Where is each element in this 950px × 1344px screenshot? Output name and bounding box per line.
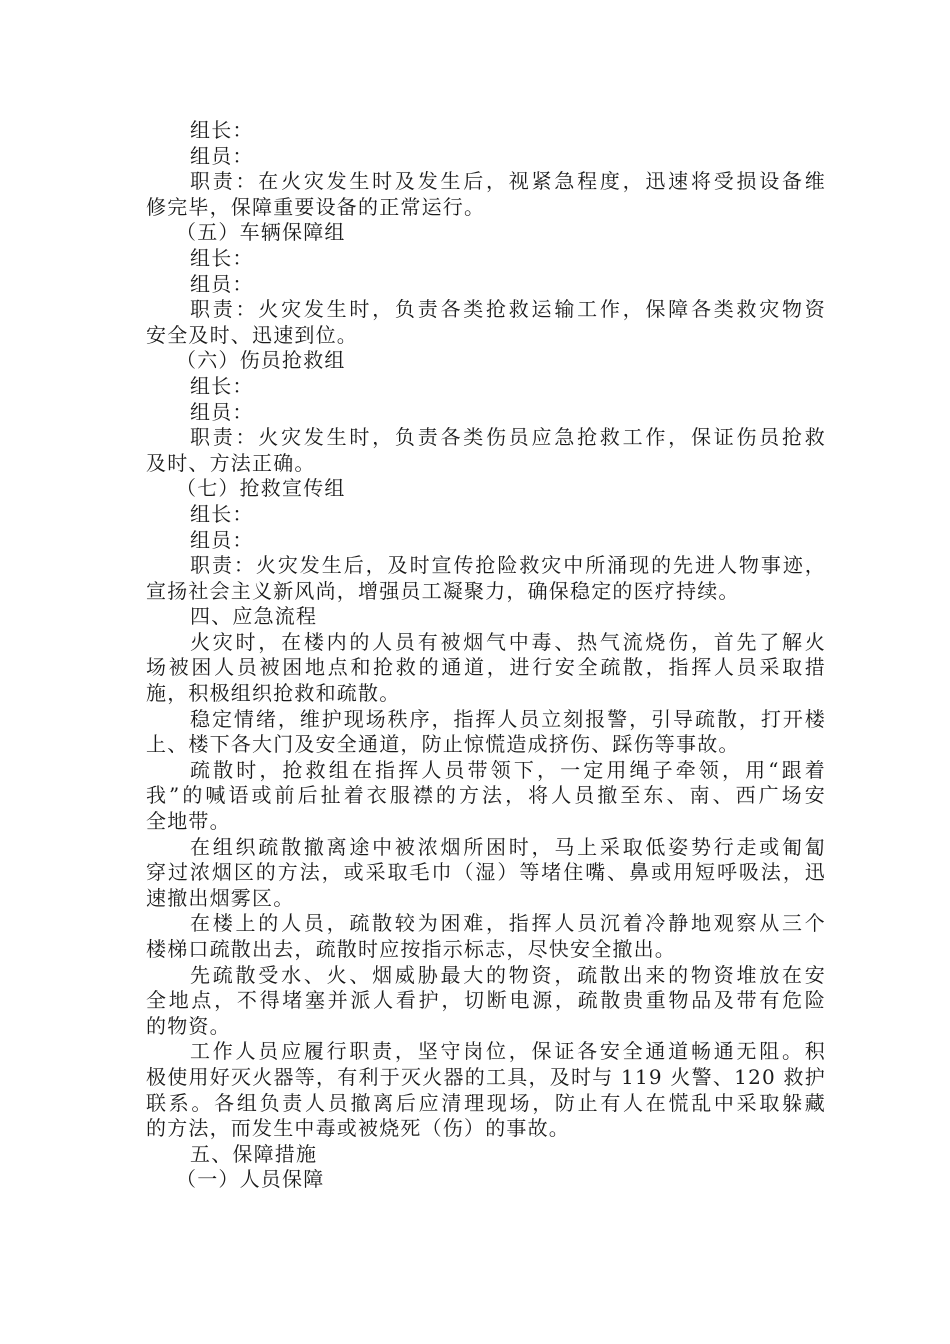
- text-line: 职责：火灾发生后，及时宣传抢险救灾中所涌现的先进人物事迹，: [190, 553, 826, 578]
- text-line: 职责：火灾发生时，负责各类伤员应急抢救工作，保证伤员抢救: [190, 425, 826, 450]
- text-line: 工作人员应履行职责，坚守岗位，保证各安全通道畅通无阻。积: [190, 1039, 826, 1064]
- section-heading: （五）车辆保障组: [176, 220, 346, 245]
- section-heading: 五、保障措施: [190, 1141, 318, 1166]
- section-heading: 四、应急流程: [190, 604, 318, 629]
- text-line: 宣扬社会主义新风尚，增强员工凝聚力，确保稳定的医疗持续。: [146, 578, 740, 603]
- text-line: 组长：: [190, 373, 254, 398]
- section-heading: （七）抢救宣传组: [176, 476, 346, 501]
- text-line: 安全及时、迅速到位。: [146, 322, 358, 347]
- text-line: 场被困人员被困地点和抢救的通道，进行安全疏散，指挥人员采取措: [146, 655, 826, 680]
- text-line: 在组织疏散撤离途中被浓烟所困时，马上采取低姿势行走或匍匐: [190, 834, 826, 859]
- document-body: [146, 118, 826, 1193]
- text-line: 稳定情绪，维护现场秩序，指挥人员立刻报警，引导疏散，打开楼: [190, 706, 826, 731]
- text-line: 及时、方法正确。: [146, 450, 316, 475]
- text-line: 组员：: [190, 527, 254, 552]
- text-line: 联系。各组负责人员撤离后应清理现场，防止有人在慌乱中采取躲藏: [146, 1090, 826, 1115]
- text-line: 施，积极组织抢救和疏散。: [146, 681, 401, 706]
- text-line: 职责：火灾发生时，负责各类抢救运输工作，保障各类救灾物资: [190, 297, 826, 322]
- section-heading: （六）伤员抢救组: [176, 348, 346, 373]
- text-line: 疏散时，抢救组在指挥人员带领下，一定用绳子牵领，用“跟着: [190, 757, 826, 782]
- text-line: 的方法，而发生中毒或被烧死（伤）的事故。: [146, 1116, 570, 1141]
- text-line: 上、楼下各大门及安全通道，防止惊慌造成挤伤、踩伤等事故。: [146, 732, 740, 757]
- text-line: 速撤出烟雾区。: [146, 885, 295, 910]
- text-line: 全地带。: [146, 809, 231, 834]
- text-line: 楼梯口疏散出去，疏散时应按指示标志，尽快安全撤出。: [146, 937, 676, 961]
- text-line: 极使用好灭火器等，有利于灭火器的工具，及时与 119 火警、120 救护: [146, 1064, 826, 1089]
- text-line: 先疏散受水、火、烟威胁最大的物资，疏散出来的物资堆放在安: [190, 962, 826, 987]
- text-line: 组员：: [190, 143, 254, 168]
- text-line: 组员：: [190, 399, 254, 424]
- text-line: 职责：在火灾发生时及发生后，视紧急程度，迅速将受损设备维: [190, 169, 826, 194]
- text-line: 在楼上的人员，疏散较为困难，指挥人员沉着冷静地观察从三个: [190, 911, 826, 936]
- text-line: 组长：: [190, 118, 254, 142]
- text-line: 组长：: [190, 245, 254, 270]
- text-line: 组长：: [190, 501, 254, 526]
- text-line: 我”的喊语或前后扯着衣服襟的方法，将人员撤至东、南、西广场安: [146, 783, 826, 808]
- text-line: 组员：: [190, 271, 254, 296]
- text-line: 火灾时，在楼内的人员有被烟气中毒、热气流烧伤，首先了解火: [190, 629, 826, 654]
- section-heading: （一）人员保障: [176, 1167, 325, 1192]
- text-line: 修完毕，保障重要设备的正常运行。: [146, 194, 486, 219]
- text-line: 全地点，不得堵塞并派人看护，切断电源，疏散贵重物品及带有危险: [146, 988, 826, 1013]
- text-line: 的物资。: [146, 1013, 231, 1038]
- text-line: 穿过浓烟区的方法，或采取毛巾（湿）等堵住嘴、鼻或用短呼吸法，迅: [146, 860, 826, 885]
